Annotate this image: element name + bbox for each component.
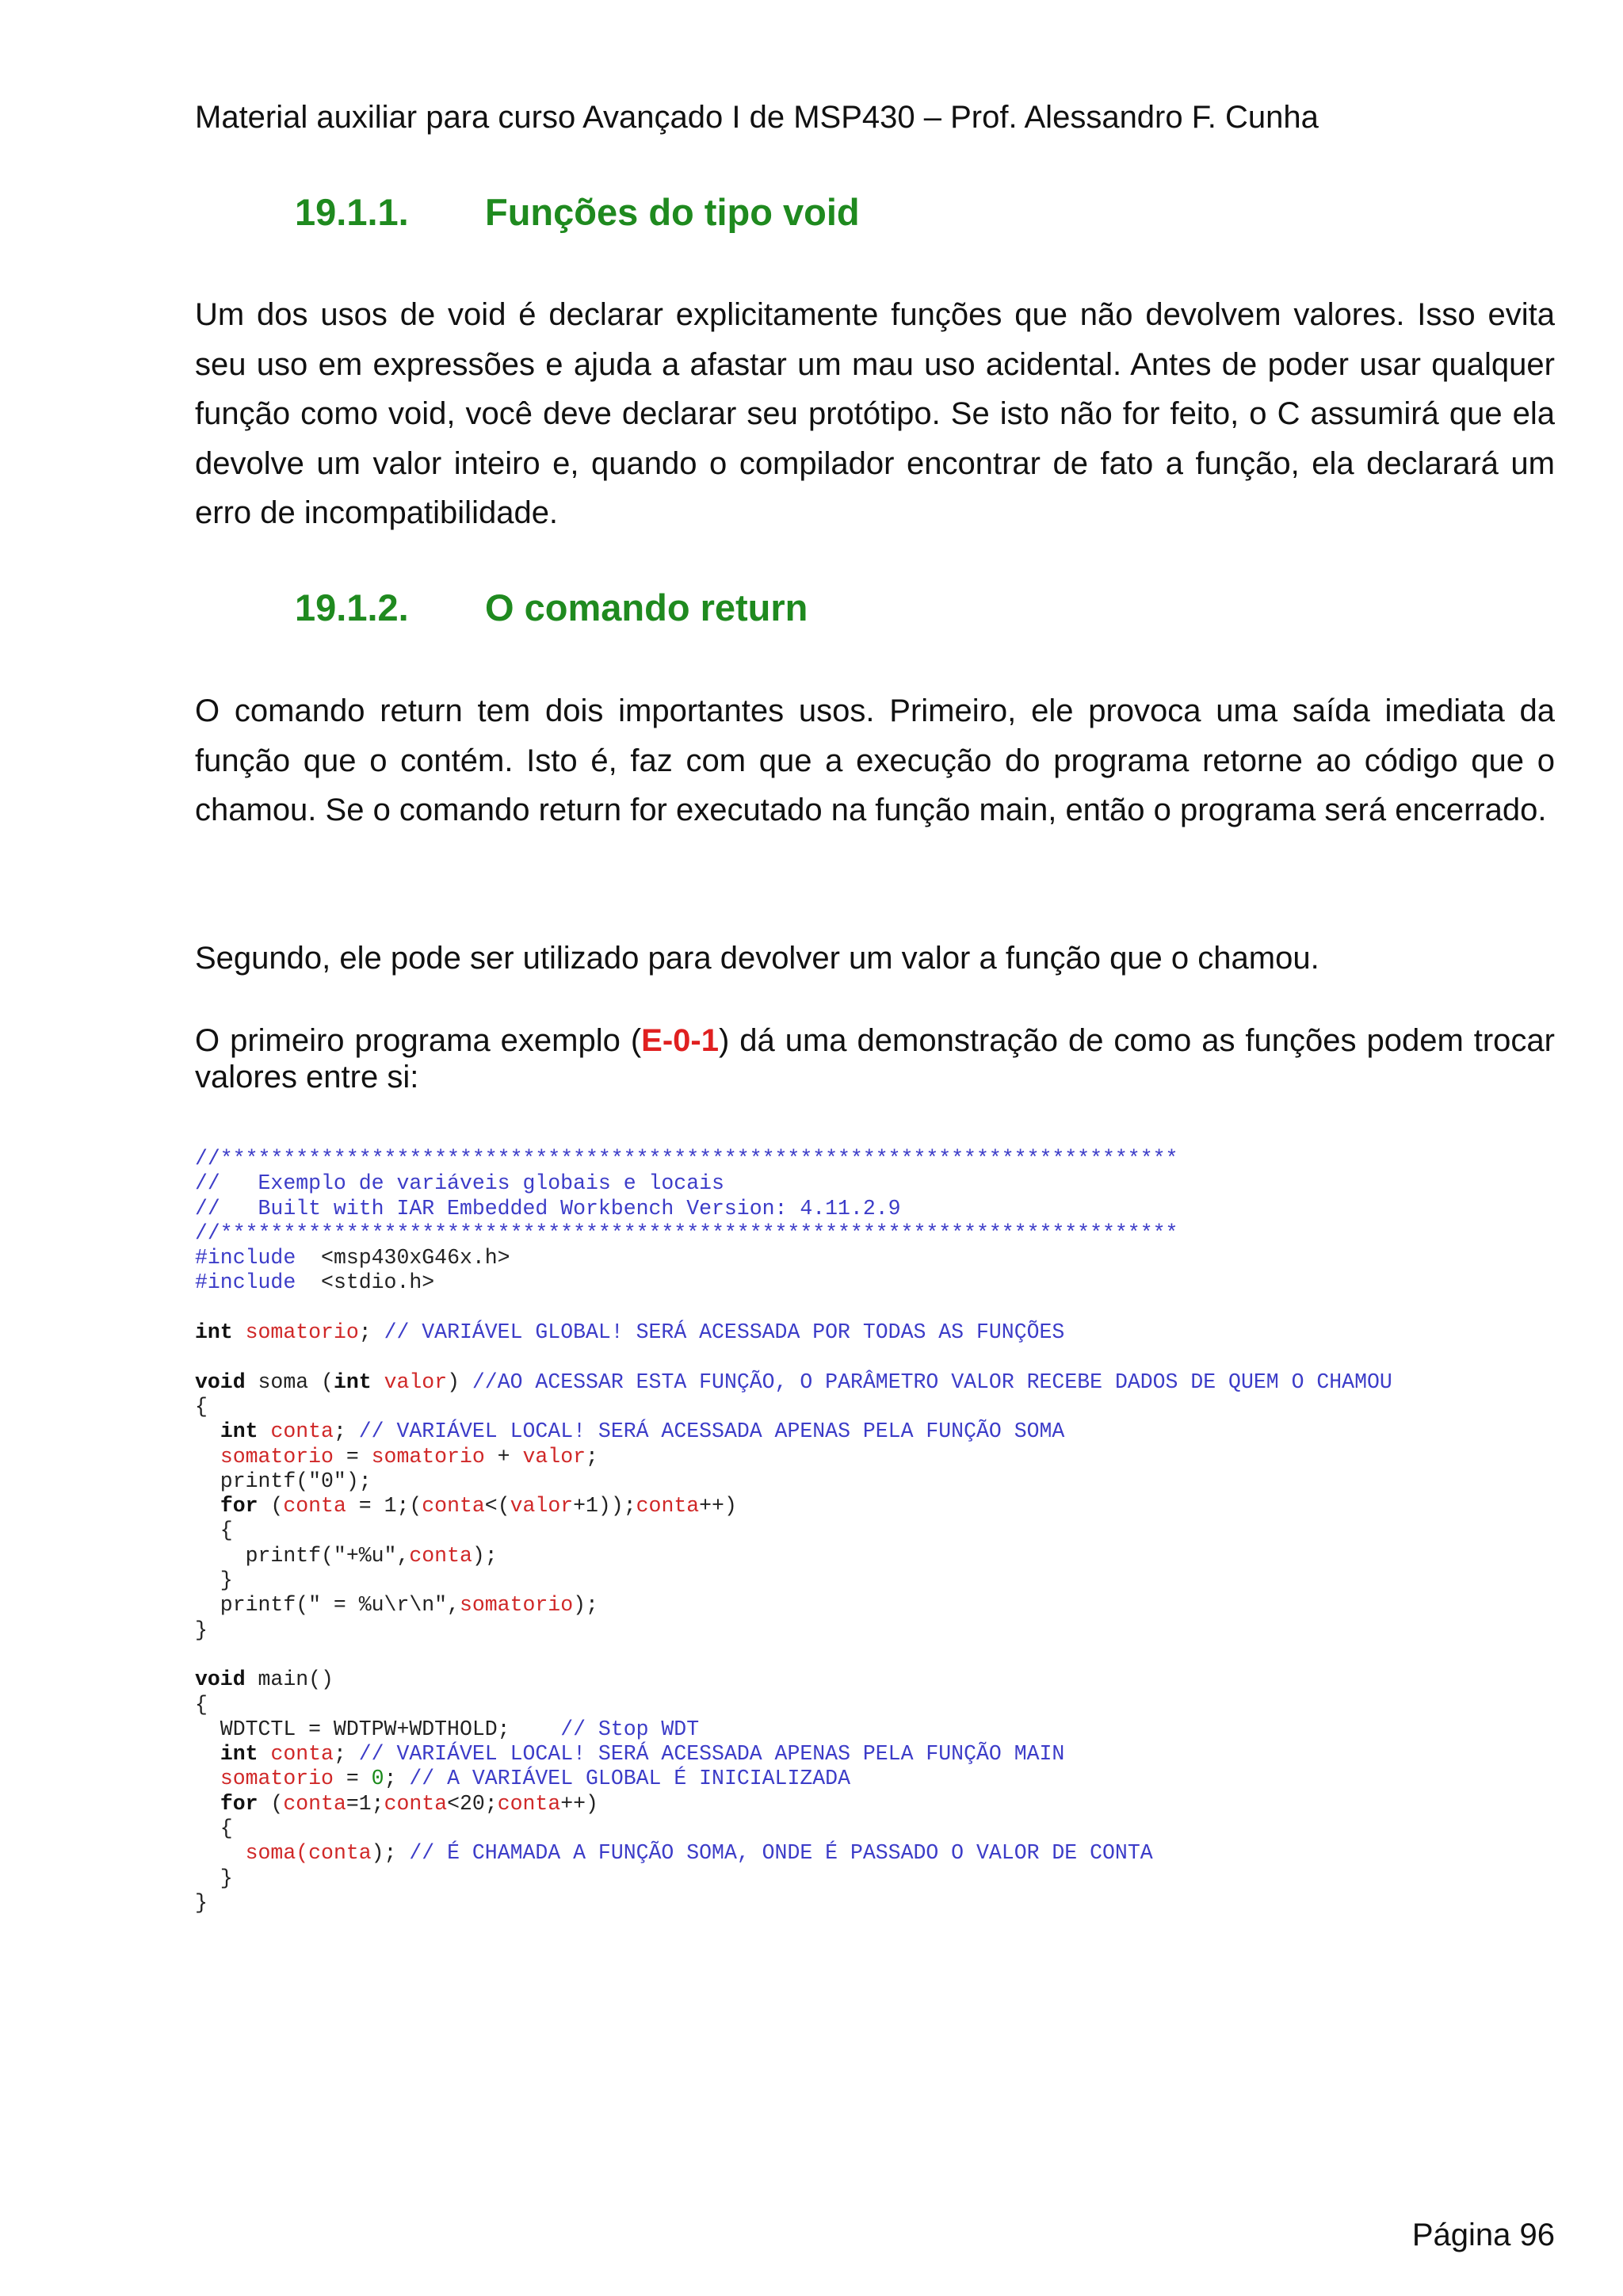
example-reference: E-0-1	[641, 1023, 719, 1058]
code-token: #include	[195, 1246, 296, 1270]
code-token: = 1;(	[346, 1494, 422, 1519]
code-token	[195, 1742, 220, 1766]
code-token: }	[195, 1890, 208, 1915]
code-token: <20;	[447, 1791, 498, 1816]
code-token: conta	[497, 1791, 561, 1816]
code-token: }	[195, 1568, 233, 1593]
code-token: {	[195, 1394, 208, 1419]
code-line	[195, 1296, 1392, 1320]
code-token: conta	[270, 1419, 334, 1444]
code-token: +	[484, 1444, 523, 1469]
section-title: O comando return	[485, 586, 808, 628]
code-token: <(	[484, 1494, 510, 1519]
code-token: //AO ACESSAR ESTA FUNÇÃO, O PARÂMETRO VALOR RECEBE DADOS DE QUEM O CHAMOU	[472, 1370, 1392, 1394]
code-token	[195, 1494, 220, 1518]
section-heading-return-command	[295, 584, 808, 632]
code-token: ;	[586, 1444, 598, 1469]
section-title: Funções do tipo void	[485, 191, 860, 233]
code-token: {	[195, 1692, 208, 1717]
code-token: soma(	[245, 1841, 309, 1866]
code-token: void	[195, 1668, 246, 1692]
code-token: =	[333, 1767, 372, 1791]
code-token	[258, 1742, 271, 1766]
code-token	[195, 1841, 246, 1865]
paragraph-void-functions: Um dos usos de void é declarar explicitamente funções que não devolvem valores. Isso evita seu uso em expressões e ajuda a afastar um mau uso acidental. Antes de poder usar qualquer função como void, você deve declarar seu protótipo. Se isto não for feito, o C assumirá que ela devolve um valor inteiro e, quando o compilador encontrar de fato a função, ela declarará um erro de incompatibilidade.	[195, 297, 1555, 530]
code-token: int	[220, 1419, 258, 1444]
code-token: ;	[358, 1320, 384, 1345]
code-line	[195, 1668, 1392, 1692]
intro-text-before: O primeiro programa exemplo (	[195, 1023, 642, 1058]
code-token: // VARIÁVEL LOCAL! SERÁ ACESSADA APENAS PELA FUNÇÃO SOMA	[358, 1419, 1065, 1444]
code-token	[195, 1767, 220, 1790]
code-line	[195, 1544, 1392, 1568]
code-line	[195, 1246, 1392, 1270]
code-token: somatorio	[371, 1444, 485, 1469]
code-token: {	[195, 1817, 233, 1841]
code-token: // Exemplo de variáveis globais e locais	[195, 1171, 724, 1196]
code-token: // A VARIÁVEL GLOBAL É INICIALIZADA	[409, 1767, 850, 1791]
paragraph-return-uses: O comando return tem dois importantes usos. Primeiro, ele provoca uma saída imediata da função que o contém. Isto é, faz com que a execução do programa retorne ao código que o chamou. Se o comando return for executado na função main, então o programa será encerrado.	[195, 693, 1555, 827]
code-token: conta	[422, 1494, 485, 1519]
code-line	[195, 1519, 1392, 1543]
page-number: Página 96	[1411, 2218, 1555, 2252]
code-token	[258, 1419, 271, 1443]
code-token: <stdio.h>	[296, 1270, 435, 1295]
section-number: 19.1.1.	[295, 191, 409, 233]
code-line	[195, 1345, 1392, 1370]
code-token	[195, 1792, 220, 1816]
page-header: Material auxiliar para curso Avançado I de MSP430 – Prof. Alessandro F. Cunha	[195, 100, 1319, 135]
code-token: WDTCTL = WDTPW+WDTHOLD;	[195, 1717, 561, 1741]
code-token: // VARIÁVEL GLOBAL! SERÁ ACESSADA POR TODAS AS FUNÇÕES	[384, 1320, 1065, 1345]
code-token: }	[195, 1618, 208, 1642]
code-token: int	[333, 1370, 372, 1394]
code-listing	[195, 1147, 1392, 1916]
code-token: conta	[409, 1543, 472, 1568]
code-line	[195, 1171, 1392, 1196]
code-token: somatorio	[459, 1593, 574, 1618]
code-token: valor	[384, 1370, 448, 1394]
code-line	[195, 1270, 1392, 1295]
code-token	[233, 1320, 246, 1344]
code-token: #include	[195, 1270, 296, 1295]
code-line	[195, 1197, 1392, 1221]
code-token: // É CHAMADA A FUNÇÃO SOMA, ONDE É PASSADO O VALOR DE CONTA	[409, 1841, 1153, 1866]
code-token: // VARIÁVEL LOCAL! SERÁ ACESSADA APENAS PELA FUNÇÃO MAIN	[358, 1742, 1065, 1767]
code-line	[195, 1891, 1392, 1916]
code-token	[195, 1419, 220, 1443]
code-token: // Stop WDT	[560, 1717, 700, 1741]
code-token: }	[195, 1866, 233, 1890]
code-token: int	[195, 1320, 233, 1345]
code-line	[195, 1469, 1392, 1494]
code-token: );	[371, 1841, 410, 1866]
code-line	[195, 1568, 1392, 1593]
code-line	[195, 1841, 1392, 1866]
code-token: //****************************************************************************	[195, 1147, 1178, 1171]
intro-text-after: ) dá uma demonstração de como as funções podem trocar valores entre si:	[195, 1023, 1555, 1095]
code-token: <msp430xG46x.h>	[296, 1246, 510, 1270]
code-token: conta	[636, 1494, 700, 1519]
code-token: );	[472, 1543, 498, 1568]
section-number: 19.1.2.	[295, 586, 409, 628]
code-token: conta	[384, 1791, 448, 1816]
code-line	[195, 1643, 1392, 1668]
code-token: ++)	[560, 1791, 598, 1816]
code-token: void	[195, 1370, 246, 1394]
code-line	[195, 1618, 1392, 1643]
code-token: {	[195, 1519, 233, 1543]
code-token: (	[258, 1494, 284, 1519]
code-token: ;	[384, 1767, 410, 1791]
code-token: somatorio	[220, 1444, 334, 1469]
code-line	[195, 1593, 1392, 1618]
code-token: (	[258, 1791, 284, 1816]
code-token: conta	[308, 1841, 372, 1866]
code-token: =1;	[346, 1791, 384, 1816]
code-line	[195, 1147, 1392, 1171]
code-token: //****************************************************************************	[195, 1221, 1178, 1245]
code-line	[195, 1767, 1392, 1791]
code-line	[195, 1445, 1392, 1469]
code-token: conta	[283, 1494, 346, 1519]
code-line	[195, 1395, 1392, 1419]
code-line	[195, 1817, 1392, 1841]
code-token: +1));	[573, 1494, 636, 1519]
code-token: )	[447, 1370, 472, 1394]
code-token: for	[220, 1791, 258, 1816]
code-token: printf("0");	[195, 1469, 372, 1493]
code-line	[195, 1494, 1392, 1519]
code-token: for	[220, 1494, 258, 1519]
code-line	[195, 1419, 1392, 1444]
code-token: valor	[510, 1494, 574, 1519]
code-token: ;	[333, 1419, 359, 1444]
code-token: 0	[371, 1767, 384, 1791]
code-token: conta	[270, 1742, 334, 1767]
code-token: ++)	[699, 1494, 737, 1519]
code-line	[195, 1742, 1392, 1767]
code-token: ;	[333, 1742, 359, 1767]
code-token: conta	[283, 1791, 346, 1816]
code-token: somatorio	[245, 1320, 359, 1345]
code-token: valor	[522, 1444, 586, 1469]
code-line	[195, 1717, 1392, 1742]
code-token: printf("+%u",	[195, 1543, 410, 1568]
paragraph-return-value: Segundo, ele pode ser utilizado para devolver um valor a função que o chamou.	[195, 941, 1319, 976]
code-token	[195, 1445, 220, 1469]
code-token: // Built with IAR Embedded Workbench Version: 4.11.2.9	[195, 1196, 901, 1221]
code-token: soma (	[245, 1370, 334, 1394]
code-line	[195, 1370, 1392, 1395]
code-token: somatorio	[220, 1767, 334, 1791]
code-line	[195, 1866, 1392, 1891]
code-token: printf(" = %u\r\n",	[195, 1593, 460, 1618]
code-token: =	[333, 1444, 372, 1469]
section-heading-void-functions	[295, 189, 860, 236]
code-token	[372, 1370, 384, 1394]
code-token: int	[220, 1742, 258, 1767]
code-line	[195, 1693, 1392, 1717]
code-token: );	[573, 1593, 598, 1618]
paragraph-example-intro	[195, 1022, 1555, 1095]
code-line	[195, 1221, 1392, 1246]
code-token: main()	[245, 1668, 334, 1692]
code-line	[195, 1320, 1392, 1345]
code-line	[195, 1792, 1392, 1817]
